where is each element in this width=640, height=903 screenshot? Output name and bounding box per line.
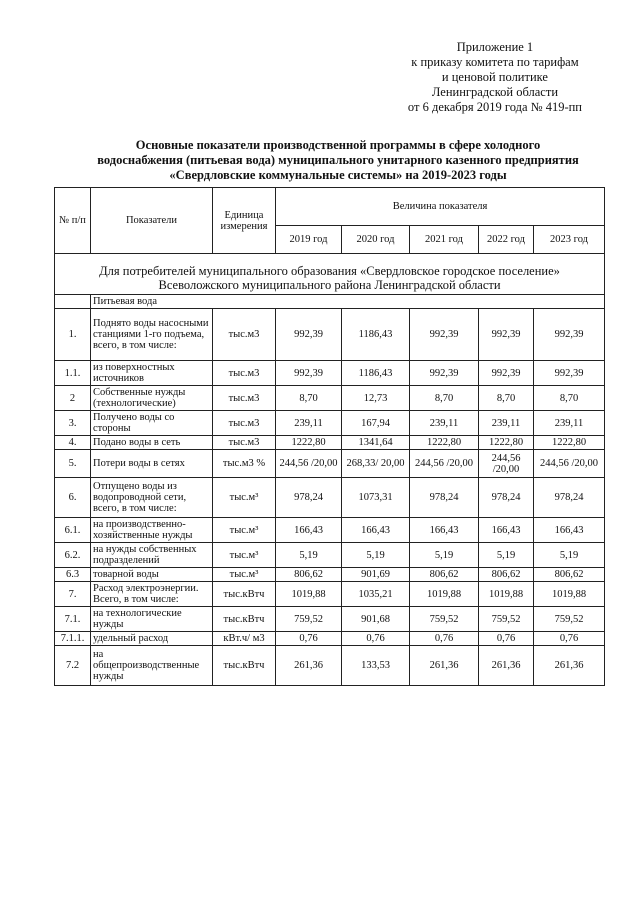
row-value: 239,11 <box>410 411 479 436</box>
row-value: 992,39 <box>410 361 479 386</box>
row-value: 239,11 <box>276 411 342 436</box>
row-indicator: удельный расход <box>91 632 213 646</box>
row-value: 992,39 <box>276 309 342 361</box>
row-value: 992,39 <box>534 309 605 361</box>
table-row <box>55 436 605 450</box>
table-row <box>55 309 605 361</box>
table-row <box>55 632 605 646</box>
row-value: 1019,88 <box>534 582 605 607</box>
row-value: 978,24 <box>410 478 479 518</box>
row-value: 806,62 <box>410 568 479 582</box>
row-unit: тыс.м3 <box>213 309 276 361</box>
row-value: 978,24 <box>534 478 605 518</box>
row-unit: тыс.м³ <box>213 478 276 518</box>
table-row <box>55 450 605 478</box>
table-row <box>55 518 605 543</box>
row-unit: тыс.м3 <box>213 361 276 386</box>
row-value: 8,70 <box>534 386 605 411</box>
row-unit: тыс.м3 <box>213 436 276 450</box>
row-value: 1222,80 <box>479 436 534 450</box>
row-value: 5,19 <box>276 543 342 568</box>
row-num: 7.2 <box>55 646 91 686</box>
row-value: 5,19 <box>534 543 605 568</box>
row-value: 244,56 /20,00 <box>534 450 605 478</box>
table-row <box>55 582 605 607</box>
row-num: 6.3 <box>55 568 91 582</box>
row-value: 261,36 <box>410 646 479 686</box>
row-unit: тыс.м3 % <box>213 450 276 478</box>
row-value: 5,19 <box>479 543 534 568</box>
row-unit: тыс.м³ <box>213 568 276 582</box>
row-value: 261,36 <box>534 646 605 686</box>
row-num: 1. <box>55 309 91 361</box>
row-indicator: Получено воды со стороны <box>91 411 213 436</box>
row-value: 1019,88 <box>479 582 534 607</box>
row-value: 759,52 <box>479 607 534 632</box>
row-value: 8,70 <box>479 386 534 411</box>
row-value: 806,62 <box>276 568 342 582</box>
row-value: 1019,88 <box>276 582 342 607</box>
header-indicator: Показатели <box>91 188 213 254</box>
row-indicator: Подано воды в сеть <box>91 436 213 450</box>
indicators-table <box>54 187 605 686</box>
row-value: 1341,64 <box>342 436 410 450</box>
row-value: 978,24 <box>479 478 534 518</box>
row-indicator: на нужды собственных подразделений <box>91 543 213 568</box>
row-value: 268,33/ 20,00 <box>342 450 410 478</box>
row-unit: тыс.м3 <box>213 386 276 411</box>
header-year: 2020 год <box>342 226 410 254</box>
header-year: 2021 год <box>410 226 479 254</box>
row-indicator: Отпущено воды из водопроводной сети, всего, в том числе: <box>91 478 213 518</box>
row-indicator: Собственные нужды (технологические) <box>91 386 213 411</box>
table-row <box>55 607 605 632</box>
header-unit: Единица измерения <box>213 188 276 254</box>
row-value: 5,19 <box>342 543 410 568</box>
row-indicator: на производственно-хозяйственные нужды <box>91 518 213 543</box>
row-value: 244,56 /20,00 <box>410 450 479 478</box>
row-value: 244,56 /20,00 <box>276 450 342 478</box>
row-value: 133,53 <box>342 646 410 686</box>
header-year: 2022 год <box>479 226 534 254</box>
title-line: Основные показатели производственной программы в сфере холодного <box>135 138 541 152</box>
row-unit: тыс.кВтч <box>213 607 276 632</box>
annex-line: Ленинградской области <box>431 85 559 99</box>
annex-line: Приложение 1 <box>456 40 534 54</box>
row-num: 1.1. <box>55 361 91 386</box>
row-unit: тыс.кВтч <box>213 646 276 686</box>
row-num: 3. <box>55 411 91 436</box>
title-line: «Свердловские коммунальные системы» на 2019-2023 годы <box>169 168 507 182</box>
row-unit: тыс.м³ <box>213 518 276 543</box>
annex-block <box>408 40 582 115</box>
row-unit: тыс.м³ <box>213 543 276 568</box>
row-num: 7.1. <box>55 607 91 632</box>
row-value: 0,76 <box>410 632 479 646</box>
header-num: № п/п <box>55 188 91 254</box>
table-row <box>55 361 605 386</box>
row-value: 1186,43 <box>342 361 410 386</box>
row-indicator: Поднято воды насосными станциями 1-го подъема, всего, в том числе: <box>91 309 213 361</box>
annex-line: от 6 декабря 2019 года № 419-пп <box>407 100 582 114</box>
table-row <box>55 646 605 686</box>
table-row <box>55 386 605 411</box>
table-row <box>55 411 605 436</box>
annex-line: к приказу комитета по тарифам <box>411 55 579 69</box>
row-indicator: Потери воды в сетях <box>91 450 213 478</box>
row-value: 239,11 <box>534 411 605 436</box>
row-value: 166,43 <box>276 518 342 543</box>
row-value: 8,70 <box>410 386 479 411</box>
row-value: 166,43 <box>410 518 479 543</box>
row-indicator: на технологические нужды <box>91 607 213 632</box>
region-caption: Для потребителей муниципального образования «Свердловское городское поселение» Всеволожского муниципального района Ленинградской области <box>55 254 605 295</box>
row-value: 166,43 <box>534 518 605 543</box>
row-value: 901,69 <box>342 568 410 582</box>
row-indicator: из поверхностных источников <box>91 361 213 386</box>
subheader: Питьевая вода <box>91 295 605 309</box>
row-value: 1019,88 <box>410 582 479 607</box>
row-value: 1035,21 <box>342 582 410 607</box>
row-value: 1222,80 <box>410 436 479 450</box>
row-indicator: на общепроизводственные нужды <box>91 646 213 686</box>
row-value: 992,39 <box>276 361 342 386</box>
row-value: 166,43 <box>479 518 534 543</box>
row-value: 759,52 <box>534 607 605 632</box>
row-value: 1073,31 <box>342 478 410 518</box>
annex-line: и ценовой политике <box>441 70 548 84</box>
row-value: 759,52 <box>410 607 479 632</box>
subheader-empty <box>55 295 91 309</box>
row-indicator: товарной воды <box>91 568 213 582</box>
row-num: 6. <box>55 478 91 518</box>
header-value: Величина показателя <box>276 188 605 226</box>
row-num: 7. <box>55 582 91 607</box>
row-num: 6.2. <box>55 543 91 568</box>
row-num: 2 <box>55 386 91 411</box>
row-value: 261,36 <box>479 646 534 686</box>
row-value: 759,52 <box>276 607 342 632</box>
row-unit: кВт.ч/ м3 <box>213 632 276 646</box>
row-value: 5,19 <box>410 543 479 568</box>
document-title <box>88 138 588 183</box>
row-value: 0,76 <box>479 632 534 646</box>
row-value: 167,94 <box>342 411 410 436</box>
header-year: 2023 год <box>534 226 605 254</box>
table-row <box>55 478 605 518</box>
row-value: 12,73 <box>342 386 410 411</box>
row-unit: тыс.м3 <box>213 411 276 436</box>
row-num: 7.1.1. <box>55 632 91 646</box>
row-num: 5. <box>55 450 91 478</box>
table-row <box>55 543 605 568</box>
row-value: 0,76 <box>342 632 410 646</box>
row-num: 4. <box>55 436 91 450</box>
row-value: 239,11 <box>479 411 534 436</box>
row-value: 806,62 <box>534 568 605 582</box>
row-value: 244,56 /20,00 <box>479 450 534 478</box>
row-value: 166,43 <box>342 518 410 543</box>
table-row <box>55 568 605 582</box>
row-value: 901,68 <box>342 607 410 632</box>
row-value: 1186,43 <box>342 309 410 361</box>
row-indicator: Расход электроэнергии. Всего, в том числе: <box>91 582 213 607</box>
header-year: 2019 год <box>276 226 342 254</box>
row-value: 1222,80 <box>534 436 605 450</box>
title-line: водоснабжения (питьевая вода) муниципального унитарного казенного предприятия <box>97 153 579 167</box>
row-value: 992,39 <box>479 309 534 361</box>
row-value: 1222,80 <box>276 436 342 450</box>
row-num: 6.1. <box>55 518 91 543</box>
row-value: 806,62 <box>479 568 534 582</box>
row-value: 261,36 <box>276 646 342 686</box>
row-value: 992,39 <box>534 361 605 386</box>
row-value: 992,39 <box>410 309 479 361</box>
row-unit: тыс.кВтч <box>213 582 276 607</box>
row-value: 992,39 <box>479 361 534 386</box>
row-value: 8,70 <box>276 386 342 411</box>
row-value: 0,76 <box>276 632 342 646</box>
row-value: 978,24 <box>276 478 342 518</box>
row-value: 0,76 <box>534 632 605 646</box>
